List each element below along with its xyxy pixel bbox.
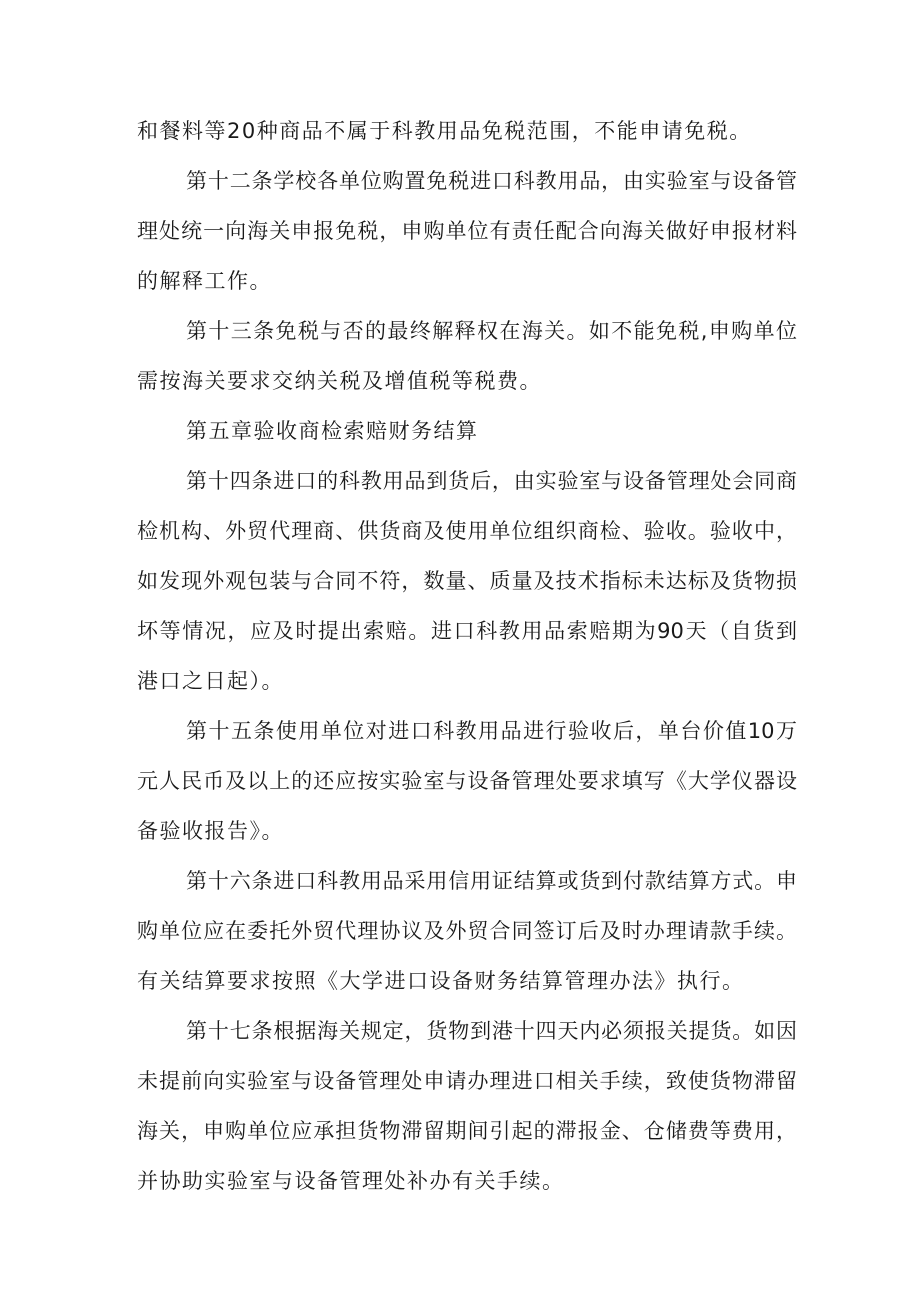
paragraph-line: 检机构、外贸代理商、供货商及使用单位组织商检、验收。验收中， [137,519,797,543]
paragraph-line: 的解释工作。 [137,269,272,293]
article-14-line: 第十四条进口的科教用品到货后，由实验室与设备管理处会同商 [186,469,797,493]
article-12-line: 第十二条学校各单位购置免税进口科教用品，由实验室与设备管 [186,169,797,193]
paragraph-line: 如发现外观包装与合同不符，数量、质量及技术指标未达标及货物损 [137,569,797,593]
paragraph-line: 备验收报告》。 [137,819,284,843]
paragraph-line: 需按海关要求交纳关税及增值税等税费。 [137,369,542,393]
paragraph-line: 未提前向实验室与设备管理处申请办理进口相关手续，致使货物滞留 [137,1069,797,1093]
paragraph-line: 并协助实验室与设备管理处补办有关手续。 [137,1169,565,1193]
paragraph-line: 理处统一向海关申报免税，申购单位有责任配合向海关做好申报材料 [137,219,797,243]
chapter-heading: 第五章验收商检索赔财务结算 [186,419,479,443]
article-13-line: 第十三条免税与否的最终解释权在海关。如不能免税,申购单位 [186,319,797,343]
paragraph-line: 坏等情况，应及时提出索赔。进口科教用品索赔期为90天（自货到 [137,619,797,643]
article-15-line: 第十五条使用单位对进口科教用品进行验收后，单台价值10万 [186,719,797,743]
paragraph-line: 有关结算要求按照《大学进口设备财务结算管理办法》执行。 [137,969,745,993]
paragraph-line: 海关，申购单位应承担货物滞留期间引起的滞报金、仓储费等费用， [137,1119,797,1143]
article-16-line: 第十六条进口科教用品采用信用证结算或货到付款结算方式。申 [186,869,797,893]
article-17-line: 第十七条根据海关规定，货物到港十四天内必须报关提货。如因 [186,1019,797,1043]
paragraph-line: 港口之日起）。 [137,669,284,693]
paragraph-line: 和餐料等20种商品不属于科教用品免税范围，不能申请免税。 [137,119,752,143]
paragraph-line: 元人民币及以上的还应按实验室与设备管理处要求填写《大学仪器设 [137,769,797,793]
paragraph-line: 购单位应在委托外贸代理协议及外贸合同签订后及时办理请款手续。 [137,919,797,943]
